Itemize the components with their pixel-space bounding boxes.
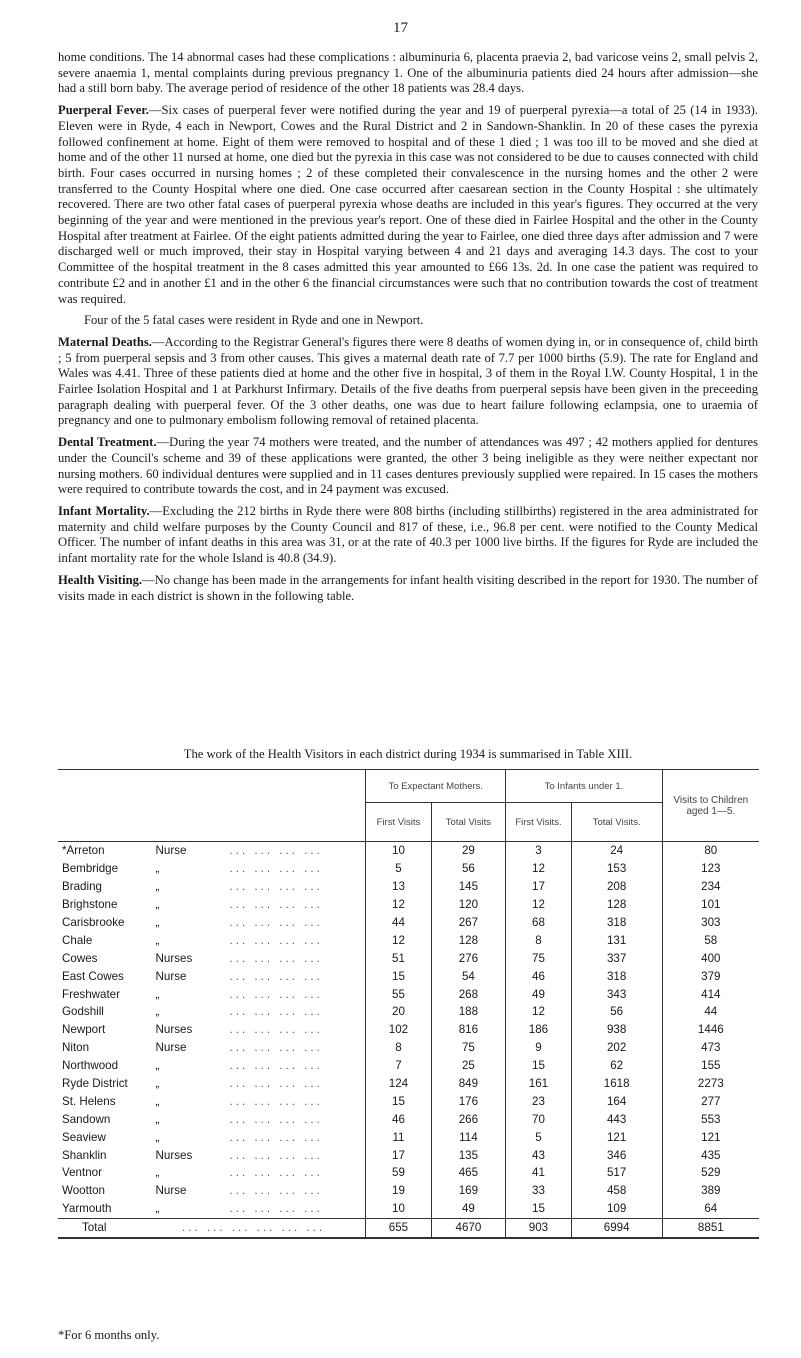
value-children: 64 [662,1200,759,1218]
value-children: 553 [662,1110,759,1128]
paragraph [58,313,758,329]
health-visitors-table [58,769,759,1239]
staff-cell [152,967,366,985]
value-i-first: 3 [506,842,571,860]
paragraph-text: —Six cases of puerperal fever were notified during the year and 19 of puerperal pyrexia—a total of 25 (14 in 1933). Eleven were in Ryde, 4 each in Newport, Cowes and the Rural District and 2 in Sandown-Shanklin. In 20 of these cases the pyrexia followed confinement at home. Eight of them were removed to hospital and of these 1 died ; 1 was too ill to be moved and she died at home and of the other 11 nursed at home, one died but the pyrexia in this case was not considered to be due to causes connected with child birth. Four cases occurred in nursing homes ; 2 of these completed their convalescence in the nursing homes and the other 2 were transferred to the County Hospital where one died. One case occurred after caesarean section in the County Hospital : she ultimately recovered. There are two other fatal cases of puerperal pyrexia whose deaths are included in this year's figures. They occurred at the very beginning of the year and were mentioned in the previous year's report. One of these died in Fairlee Hospital and the other in the County Hospital after treatment at Fairlee. Of the eight patients admitted during the year to Fairlee, one died three days after admission and 7 were discharged well or much improved, their stay in Hospital varying between 4 and 21 days and averaging 14.3 days. The cost to your Committee of the hospital treatment in the 8 cases admitted this year amounted to £66 13s. 2d. In one case the patient was required to contribute £2 and in another £1 and in the other 6 the financial circumstances were such that no contribution towards the cost of treatment was required. [58,103,758,306]
staff-type: „ [155,862,160,876]
paragraph-text: —Excluding the 212 births in Ryde there were 808 births (including stillbirths) registered in the area administrated for maternity and child welfare purposes by the County Council and 817 of these, i.e., 96.8 per cent. were notified to the County Medical Officer. The number of infant deaths in this area was 31, or at the rate of 40.3 per 1000 live births. If the figures for Ryde are included the infant mortality rate for the whole Island is 40.8 (34.9). [58,503,759,566]
value-m-total: 169 [431,1182,506,1200]
table-row [58,1075,759,1093]
value-m-first: 46 [366,1110,431,1128]
value-m-first: 19 [366,1182,431,1200]
staff-cell [152,878,366,896]
value-i-first: 33 [506,1182,571,1200]
table-row [58,1164,759,1182]
value-i-total: 517 [571,1164,662,1182]
district-header [58,770,366,842]
district-name: Sandown [62,1112,111,1126]
district-name: *Arreton [58,842,152,860]
leader-dots: ... ... ... ... [229,844,323,858]
value-children: 414 [662,985,759,1003]
header-mothers-first-visits: First Visits [366,803,431,842]
leader-dots: ... ... ... ... [229,969,323,983]
paragraph-text: home conditions. The 14 abnormal cases had these complications : albuminuria 6, placenta praevia 2, bad varicose veins 2, small pelvis 2, severe anaemia 1, mental complaints during previous pregnancy 1. One of the albuminuria patients died 24 hours after admission—she had a still born baby. The average period of residence of the other 18 patients was 28.4 days. [58,50,758,96]
paragraph-heading: Infant Mortality. [58,503,150,518]
total-children: 8851 [662,1218,759,1237]
district-name: Seaview [62,1130,106,1144]
district-name: Ventnor [62,1166,102,1180]
paragraph-text: —According to the Registrar General's figures there were 8 deaths of women dying in, or in consequence of, child birth ; 5 from puerperal sepsis and 3 from other causes. This gives a maternal death rate of 7.7 per 1000 births (5.9). The rate for England and Wales was 4.41. Three of these patients died at home and the other five in hospital, 3 of them in the Royal I.W. County Hospital, 1 in the Fairlee Isolation Hospital and 1 at Parkhurst Infirmary. Details of the five deaths from puerperal sepsis have been given in the preceeding paragraph dealing with puerperal fever. Of the 3 other deaths, one was due to heart failure following eclampsia, one to uraemia of pregnancy and one to pulmonary embolism following removal of retained placenta. [58,334,759,428]
value-i-first: 161 [506,1075,571,1093]
table-row [58,1021,759,1039]
staff-cell [152,1182,366,1200]
leader-dots: ... ... ... ... [229,1202,323,1216]
district-name: Bembridge [62,862,119,876]
value-m-first: 5 [366,860,431,878]
table-row [58,1092,759,1110]
value-i-total: 202 [571,1039,662,1057]
staff-type: Nurses [155,1148,193,1162]
value-children: 1446 [662,1021,759,1039]
staff-type: „ [155,1112,160,1126]
staff-type: Nurse [155,969,187,983]
table-row [58,1057,759,1075]
district-name: Newport [62,1023,106,1037]
district-name: Niton [62,1041,90,1055]
staff-type: Nurse [155,1041,187,1055]
staff-cell [152,1003,366,1021]
value-i-first: 75 [506,949,571,967]
value-i-total: 337 [571,949,662,967]
leader-dots: ... ... ... ... [229,1148,323,1162]
leader-dots: ... ... ... ... [229,1023,323,1037]
value-i-first: 49 [506,985,571,1003]
staff-type: Nurses [155,951,193,965]
header-infants-total-visits: Total Visits. [571,803,662,842]
staff-cell [152,914,366,932]
value-children: 529 [662,1164,759,1182]
table-row [58,1182,759,1200]
table-row [58,931,759,949]
leader-dots: ... ... ... ... [229,1184,323,1198]
value-m-total: 120 [431,896,506,914]
value-i-total: 343 [571,985,662,1003]
staff-type: Nurse [155,844,187,858]
table-row [58,1110,759,1128]
total-label: Total [82,1221,107,1235]
page-number: 17 [393,20,408,36]
table-row [58,1200,759,1218]
leader-dots: ... ... ... ... [229,987,323,1001]
paragraph [58,50,758,97]
staff-cell [152,931,366,949]
leader-dots: ... ... ... ... [229,933,323,947]
value-i-first: 23 [506,1092,571,1110]
staff-cell [152,949,366,967]
staff-type: „ [155,1202,160,1216]
value-i-total: 443 [571,1110,662,1128]
value-children: 101 [662,896,759,914]
staff-cell [152,842,366,860]
value-m-first: 51 [366,949,431,967]
staff-type: „ [155,933,160,947]
district-name: Brading [62,880,102,894]
paragraph-text: —No change has been made in the arrangements for infant health visiting described in the report for 1930. The number of visits made in each district is shown in the following table. [58,572,759,603]
staff-type: „ [155,1077,160,1091]
value-children: 389 [662,1182,759,1200]
value-i-total: 109 [571,1200,662,1218]
value-i-first: 15 [506,1057,571,1075]
value-m-total: 849 [431,1075,506,1093]
leader-dots: ... ... ... ... ... ... [182,1221,326,1235]
paragraph [58,504,758,567]
value-i-total: 318 [571,914,662,932]
value-i-first: 5 [506,1128,571,1146]
leader-dots: ... ... ... ... [229,1130,323,1144]
leader-dots: ... ... ... ... [229,898,323,912]
value-children: 155 [662,1057,759,1075]
district-name: Yarmouth [62,1202,112,1216]
leader-dots: ... ... ... ... [229,951,323,965]
value-m-total: 465 [431,1164,506,1182]
value-i-first: 43 [506,1146,571,1164]
value-m-first: 15 [366,1092,431,1110]
district-name: Godshill [62,1005,104,1019]
staff-type: „ [155,1094,160,1108]
value-m-total: 176 [431,1092,506,1110]
value-m-first: 13 [366,878,431,896]
district-name: Wootton [62,1184,105,1198]
staff-type: „ [155,987,160,1001]
value-m-total: 114 [431,1128,506,1146]
paragraph-heading: Dental Treatment. [58,435,157,450]
table-row [58,1146,759,1164]
paragraph-heading: Health Visiting. [58,572,143,587]
value-m-total: 54 [431,967,506,985]
value-i-total: 56 [571,1003,662,1021]
staff-type: Nurse [155,1184,187,1198]
value-m-first: 55 [366,985,431,1003]
value-m-first: 8 [366,1039,431,1057]
value-m-total: 49 [431,1200,506,1218]
total-i-first: 903 [506,1218,571,1237]
leader-dots: ... ... ... ... [229,1041,323,1055]
value-i-total: 24 [571,842,662,860]
leader-dots: ... ... ... ... [229,1112,323,1126]
staff-type: „ [155,1059,160,1073]
leader-dots: ... ... ... ... [229,1059,323,1073]
table-row [58,1128,759,1146]
table-row [58,878,759,896]
table-row [58,949,759,967]
leader-dots: ... ... ... ... [229,880,323,894]
value-m-first: 11 [366,1128,431,1146]
total-i-total: 6994 [571,1218,662,1237]
value-children: 400 [662,949,759,967]
value-m-total: 268 [431,985,506,1003]
staff-cell [152,985,366,1003]
value-i-total: 121 [571,1128,662,1146]
value-children: 435 [662,1146,759,1164]
value-m-total: 266 [431,1110,506,1128]
paragraph-text: —During the year 74 mothers were treated, and the number of attendances was 497 ; 42 mothers applied for dentures under the Council's scheme and 39 of these applications were granted, the other 3 being ineligible as they were neither expectant nor nursing mothers. 60 individual dentures were supplied and in 11 cases dentures previously supplied were repaired. In 15 cases the mothers were required to contribute towards the cost, and in 24 payment was excused. [58,435,759,497]
value-i-first: 41 [506,1164,571,1182]
leader-dots: ... ... ... ... [229,1094,323,1108]
staff-type: „ [155,916,160,929]
district-name: Freshwater [62,987,120,1001]
paragraph [58,573,758,604]
value-i-total: 938 [571,1021,662,1039]
total-m-first: 655 [366,1218,431,1237]
value-children: 473 [662,1039,759,1057]
table-row [58,1003,759,1021]
value-children: 303 [662,914,759,932]
value-i-total: 458 [571,1182,662,1200]
staff-type: „ [155,1166,160,1180]
value-i-first: 68 [506,914,571,932]
value-m-total: 276 [431,949,506,967]
total-m-total: 4670 [431,1218,506,1237]
district-name: Ryde District [62,1077,128,1091]
staff-cell [152,896,366,914]
value-m-total: 25 [431,1057,506,1075]
value-i-total: 131 [571,931,662,949]
table-row [58,896,759,914]
staff-cell [152,1146,366,1164]
value-m-first: 20 [366,1003,431,1021]
staff-cell [152,1039,366,1057]
value-i-first: 12 [506,860,571,878]
header-expectant-mothers: To Expectant Mothers. [366,770,506,803]
staff-cell [152,1164,366,1182]
paragraph [58,435,758,498]
value-m-total: 29 [431,842,506,860]
table-row [58,914,759,932]
value-i-total: 164 [571,1092,662,1110]
district-name: Shanklin [62,1148,107,1162]
staff-cell [152,1092,366,1110]
value-i-total: 1618 [571,1075,662,1093]
value-i-first: 12 [506,1003,571,1021]
value-m-total: 128 [431,931,506,949]
staff-type: Nurses [155,1023,193,1037]
district-name: St. Helens [62,1094,116,1108]
staff-type: „ [155,898,160,912]
paragraph-heading: Puerperal Fever. [58,103,149,118]
value-m-first: 59 [366,1164,431,1182]
value-i-first: 186 [506,1021,571,1039]
value-i-total: 346 [571,1146,662,1164]
value-i-first: 46 [506,967,571,985]
table-row [58,967,759,985]
value-children: 123 [662,860,759,878]
value-i-total: 153 [571,860,662,878]
leader-dots: ... ... ... ... [229,1077,323,1091]
value-m-total: 56 [431,860,506,878]
footnote: *For 6 months only. [58,1328,160,1342]
staff-cell [152,1110,366,1128]
value-children: 277 [662,1092,759,1110]
table-row [58,1039,759,1057]
header-infants-under-1: To Infants under 1. [506,770,662,803]
value-m-first: 12 [366,931,431,949]
value-i-first: 8 [506,931,571,949]
value-m-total: 188 [431,1003,506,1021]
value-i-first: 17 [506,878,571,896]
value-m-first: 102 [366,1021,431,1039]
header-infants-first-visits: First Visits. [506,803,571,842]
staff-cell [152,860,366,878]
value-children: 234 [662,878,759,896]
value-i-total: 62 [571,1057,662,1075]
district-name: Chale [62,933,93,947]
value-m-total: 135 [431,1146,506,1164]
value-m-first: 15 [366,967,431,985]
leader-dots: ... ... ... ... [229,862,323,876]
paragraph [58,335,758,429]
value-i-total: 318 [571,967,662,985]
value-children: 2273 [662,1075,759,1093]
leader-dots: ... ... ... ... [229,916,323,929]
value-children: 379 [662,967,759,985]
value-m-total: 816 [431,1021,506,1039]
value-m-first: 12 [366,896,431,914]
body-text [58,50,758,610]
leader-dots: ... ... ... ... [229,1166,323,1180]
district-name: Brighstone [62,898,118,912]
staff-type: „ [155,1005,160,1019]
value-m-first: 44 [366,914,431,932]
value-m-first: 10 [366,842,431,860]
value-i-first: 15 [506,1200,571,1218]
table-caption: The work of the Health Visitors in each district during 1934 is summarised in Table XIII. [183,747,633,761]
paragraph-heading: Maternal Deaths. [58,334,152,349]
staff-cell [152,1021,366,1039]
staff-cell [152,1128,366,1146]
value-m-first: 10 [366,1200,431,1218]
total-row [58,1218,759,1237]
district-name: Northwood [62,1059,119,1073]
value-children: 58 [662,931,759,949]
value-i-first: 12 [506,896,571,914]
value-children: 121 [662,1128,759,1146]
value-children: 80 [662,842,759,860]
paragraph [58,103,758,307]
value-m-first: 7 [366,1057,431,1075]
district-name: East Cowes [62,969,124,983]
value-m-first: 17 [366,1146,431,1164]
header-children-1-5: Visits to Children aged 1—5. [662,770,759,842]
value-m-total: 267 [431,914,506,932]
value-i-total: 128 [571,896,662,914]
staff-cell [152,1200,366,1218]
value-i-total: 208 [571,878,662,896]
table-row [58,985,759,1003]
table-row [58,860,759,878]
value-children: 44 [662,1003,759,1021]
district-name: Cowes [62,951,98,965]
total-label-cell [58,1218,366,1237]
staff-cell [152,1075,366,1093]
district-name: Carisbrooke [62,916,125,929]
leader-dots: ... ... ... ... [229,1005,323,1019]
table-row [58,842,759,860]
value-i-first: 9 [506,1039,571,1057]
staff-cell [152,1057,366,1075]
value-m-first: 124 [366,1075,431,1093]
paragraph-text: Four of the 5 fatal cases were resident in Ryde and one in Newport. [84,313,424,328]
staff-type: „ [155,880,160,894]
value-m-total: 75 [431,1039,506,1057]
value-i-first: 70 [506,1110,571,1128]
value-m-total: 145 [431,878,506,896]
staff-type: „ [155,1130,160,1144]
header-mothers-total-visits: Total Visits [431,803,506,842]
